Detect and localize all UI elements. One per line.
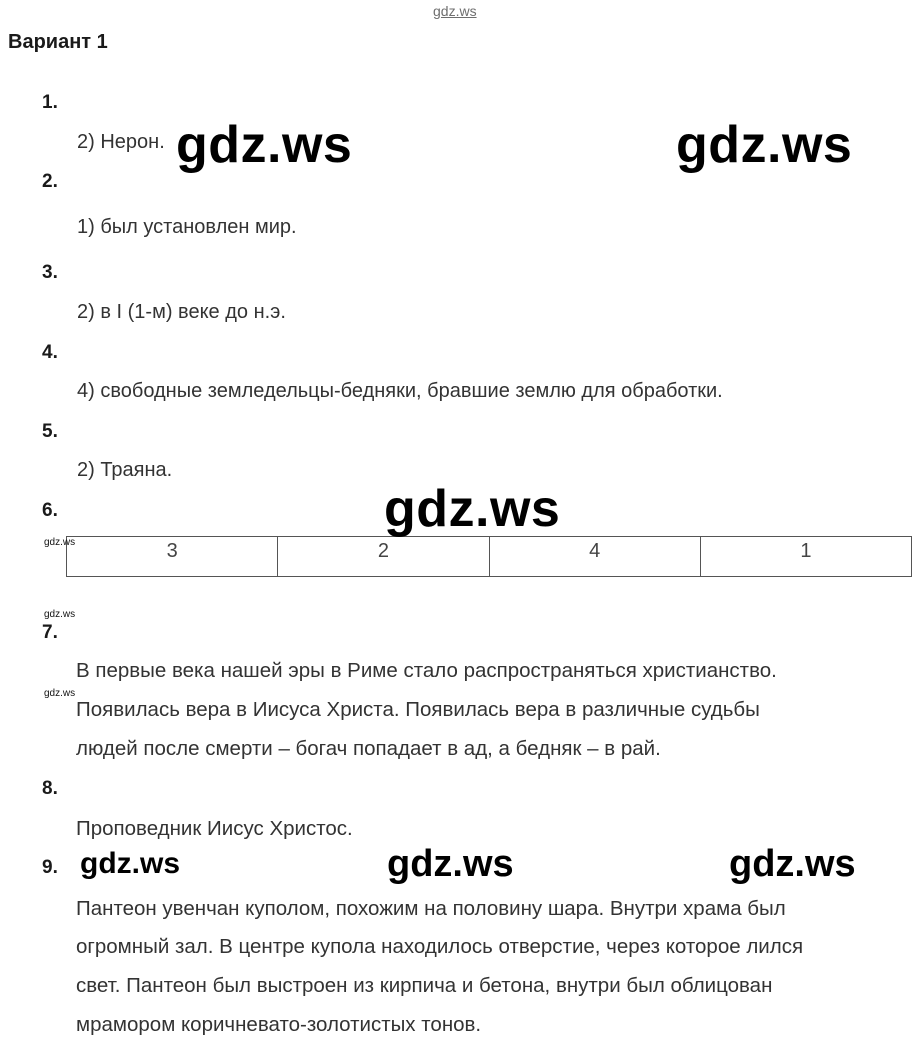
question-9-line-1: Пантеон увенчан куполом, похожим на половину шара. Внутри храма был (76, 897, 786, 920)
table-cell: 2 (278, 537, 489, 577)
question-2-answer: 1) был установлен мир. (77, 216, 297, 238)
question-7-line-3: людей после смерти – богач попадает в ад, а бедняк – в рай. (76, 737, 661, 760)
question-7-line-2: Появилась вера в Иисуса Христа. Появилась вера в различные судьбы (76, 698, 760, 721)
watermark: gdz.ws (387, 843, 514, 885)
question-1-answer: 2) Нерон. (77, 131, 165, 153)
watermark: gdz.ws (44, 688, 76, 699)
question-5-number: 5. (42, 421, 58, 442)
table-cell: 1 (700, 537, 911, 577)
table-cell: 3 (67, 537, 278, 577)
question-9-line-3: свет. Пантеон был выстроен из кирпича и бетона, внутри был облицован (76, 974, 773, 997)
answer-table (66, 536, 912, 577)
watermark: gdz.ws (44, 537, 76, 548)
question-3-answer: 2) в I (1-м) веке до н.э. (77, 301, 286, 323)
question-9-line-4: мрамором коричневато-золотистых тонов. (76, 1013, 482, 1036)
table-cell: 4 (489, 537, 700, 577)
question-9-number: 9. (42, 857, 58, 878)
watermark: gdz.ws (384, 480, 561, 538)
watermark: gdz.ws (80, 847, 181, 880)
question-9-line-2: огромный зал. В центре купола находилось отверстие, через которое лился (76, 935, 804, 958)
question-8-number: 8. (42, 778, 58, 799)
watermark: gdz.ws (176, 116, 353, 174)
watermark: gdz.ws (44, 609, 76, 620)
question-4-number: 4. (42, 342, 58, 363)
question-7-line-1: В первые века нашей эры в Риме стало распространяться христианство. (76, 659, 777, 682)
question-4-answer: 4) свободные земледельцы-бедняки, бравшие землю для обработки. (77, 380, 723, 402)
question-1-number: 1. (42, 92, 58, 113)
watermark-top[interactable]: gdz.ws (433, 3, 477, 19)
question-8-answer: Проповедник Иисус Христос. (76, 817, 353, 840)
table-row (67, 537, 912, 577)
question-3-number: 3. (42, 262, 58, 283)
watermark: gdz.ws (676, 116, 853, 174)
question-2-number: 2. (42, 171, 58, 192)
question-5-answer: 2) Траяна. (77, 459, 173, 481)
page-title: Вариант 1 (8, 31, 108, 53)
question-6-number: 6. (42, 500, 58, 521)
watermark: gdz.ws (729, 843, 856, 885)
question-7-number: 7. (42, 622, 58, 643)
